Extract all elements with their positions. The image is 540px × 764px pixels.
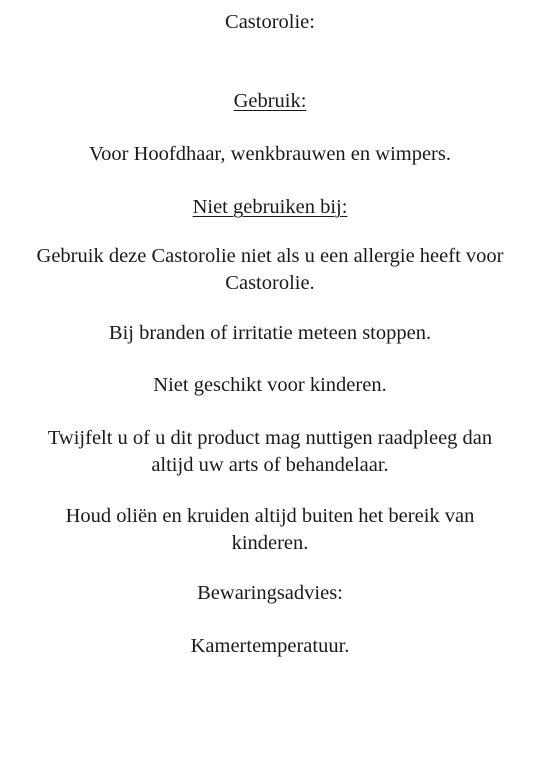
warning-allergy-line-1: Gebruik deze Castorolie niet als u een allergie heeft voor [36,245,504,267]
warning-irritation: Bij branden of irritatie meteen stoppen. [108,322,432,344]
storage-text: Kamertemperatuur. [190,635,350,657]
warning-children: Niet geschikt voor kinderen. [153,374,387,396]
not-use-heading: Niet gebruiken bij: [192,196,348,218]
usage-text: Voor Hoofdhaar, wenkbrauwen en wimpers. [88,143,451,165]
warning-reach-line-1: Houd oliën en kruiden altijd buiten het bereik van [65,505,475,527]
storage-heading: Bewaringsadvies: [197,582,343,604]
warning-doctor-line-2: altijd uw arts of behandelaar. [151,454,389,476]
document-title: Castorolie: [225,11,315,33]
warning-reach-line-2: kinderen. [231,532,309,554]
warning-allergy-line-2: Castorolie. [225,272,315,294]
usage-heading: Gebruik: [233,90,307,112]
warning-doctor-line-1: Twijfelt u of u dit product mag nuttigen raadpleeg dan [47,427,493,449]
